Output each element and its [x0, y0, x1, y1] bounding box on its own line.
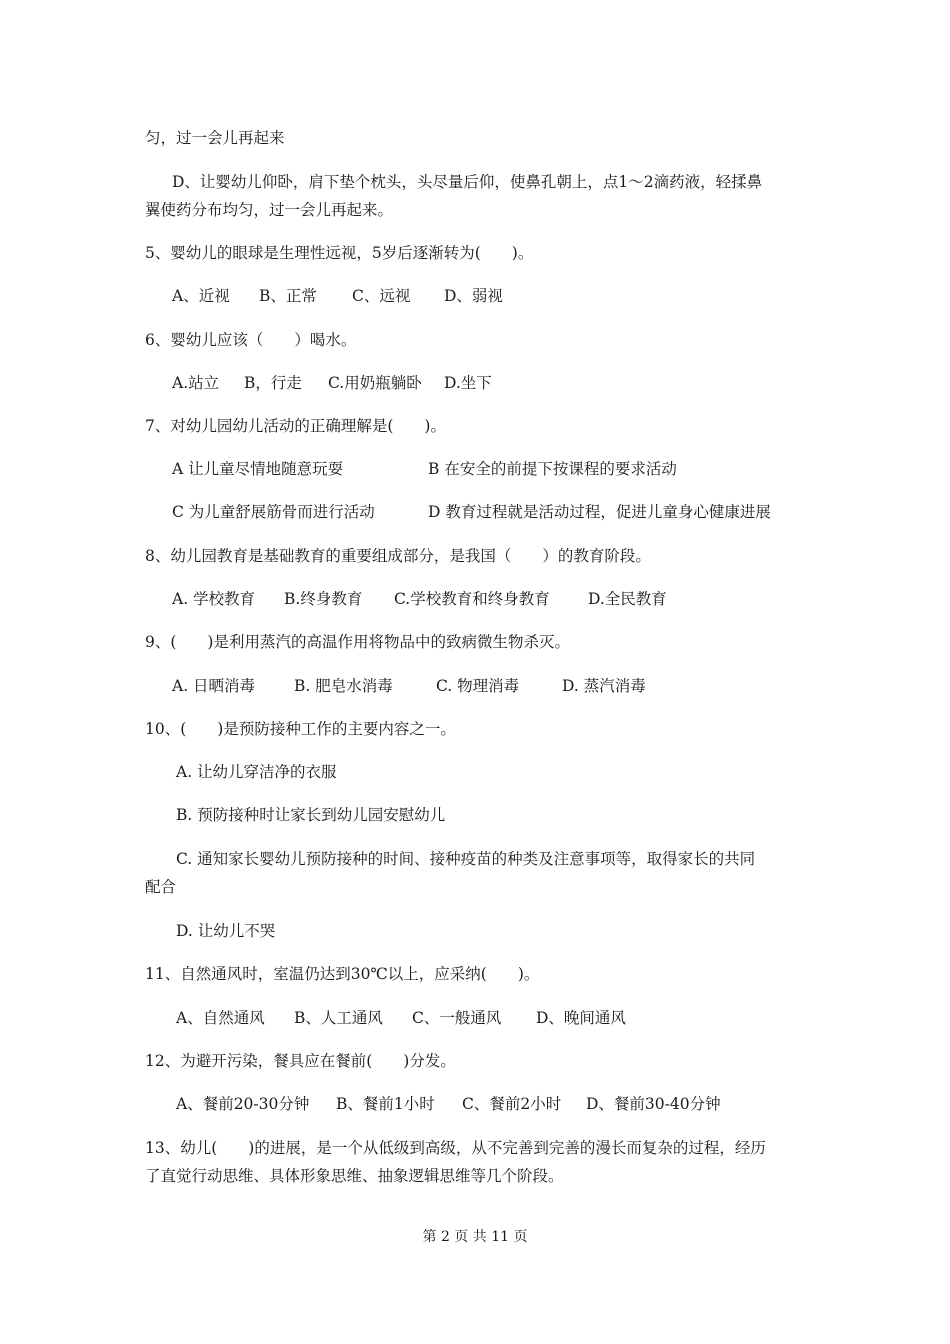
option-d: D、弱视 [444, 287, 503, 305]
question-10-stem: 10、( )是预防接种工作的主要内容之一。 [145, 720, 456, 738]
option-c: C. 物理消毒 [436, 677, 520, 695]
question-10-option-c: C. 通知家长婴幼儿预防接种的时间、接种疫苗的种类及注意事项等，取得家长的共同 [176, 850, 756, 868]
option-b: B，行走 [244, 374, 302, 392]
option-a: A. 学校教育 [172, 590, 256, 608]
option-d: D 教育过程就是活动过程，促进儿童身心健康进展 [428, 503, 771, 521]
option-d: D. 蒸汽消毒 [562, 677, 646, 695]
question-12-stem: 12、为避开污染，餐具应在餐前( )分发。 [145, 1052, 456, 1070]
text-line: D、让婴幼儿仰卧，肩下垫个枕头，头尽量后仰，使鼻孔朝上，点1～2滴药液，轻揉鼻 [172, 173, 763, 191]
option-b: B、餐前1小时 [336, 1095, 435, 1113]
option-a: A、自然通风 [176, 1009, 265, 1027]
option-b: B 在安全的前提下按课程的要求活动 [428, 460, 677, 478]
option-a: A、近视 [172, 287, 230, 305]
question-11-stem: 11、自然通风时，室温仍达到30℃以上，应采纳( )。 [145, 965, 540, 983]
question-6-stem: 6、婴幼儿应该（ ）喝水。 [145, 331, 357, 349]
question-10-option-d: D. 让幼儿不哭 [176, 922, 276, 940]
text-line: 匀，过一会儿再起来 [145, 129, 285, 147]
option-b: B.终身教育 [284, 590, 363, 608]
option-a: A 让儿童尽情地随意玩耍 [172, 460, 344, 478]
option-c: C.学校教育和终身教育 [394, 590, 550, 608]
question-13-stem-cont: 了直觉行动思维、具体形象思维、抽象逻辑思维等几个阶段。 [145, 1167, 564, 1185]
question-7-stem: 7、对幼儿园幼儿活动的正确理解是( )。 [145, 417, 446, 435]
option-b: B. 肥皂水消毒 [294, 677, 393, 695]
text-line: 翼使药分布均匀，过一会儿再起来。 [145, 201, 394, 219]
option-c: C、远视 [352, 287, 411, 305]
question-10-option-c-cont: 配合 [145, 878, 177, 896]
question-8-stem: 8、幼儿园教育是基础教育的重要组成部分，是我国（ ）的教育阶段。 [145, 547, 651, 565]
question-10-option-b: B. 预防接种时让家长到幼儿园安慰幼儿 [176, 806, 446, 824]
question-13-stem: 13、幼儿( )的进展，是一个从低级到高级，从不完善到完善的漫长而复杂的过程，经历 [145, 1139, 766, 1157]
page-footer: 第 2 页 共 11 页 [422, 1229, 528, 1245]
option-b: B、正常 [259, 287, 317, 305]
option-a: A.站立 [172, 374, 220, 392]
option-d: D、晚间通风 [536, 1009, 626, 1027]
option-a: A. 日晒消毒 [172, 677, 256, 695]
option-d: D.全民教育 [588, 590, 667, 608]
option-b: B、人工通风 [294, 1009, 383, 1027]
question-10-option-a: A. 让幼儿穿洁净的衣服 [176, 763, 337, 781]
option-c: C 为儿童舒展筋骨而进行活动 [172, 503, 375, 521]
option-d: D.坐下 [444, 374, 492, 392]
option-c: C、一般通风 [412, 1009, 502, 1027]
question-9-stem: 9、( )是利用蒸汽的高温作用将物品中的致病微生物杀灭。 [145, 633, 570, 651]
option-c: C、餐前2小时 [462, 1095, 562, 1113]
option-c: C.用奶瓶躺卧 [328, 374, 422, 392]
option-a: A、餐前20-30分钟 [176, 1095, 310, 1113]
option-d: D、餐前30-40分钟 [586, 1095, 721, 1113]
question-5-stem: 5、婴幼儿的眼球是生理性远视，5岁后逐渐转为( )。 [145, 244, 534, 262]
